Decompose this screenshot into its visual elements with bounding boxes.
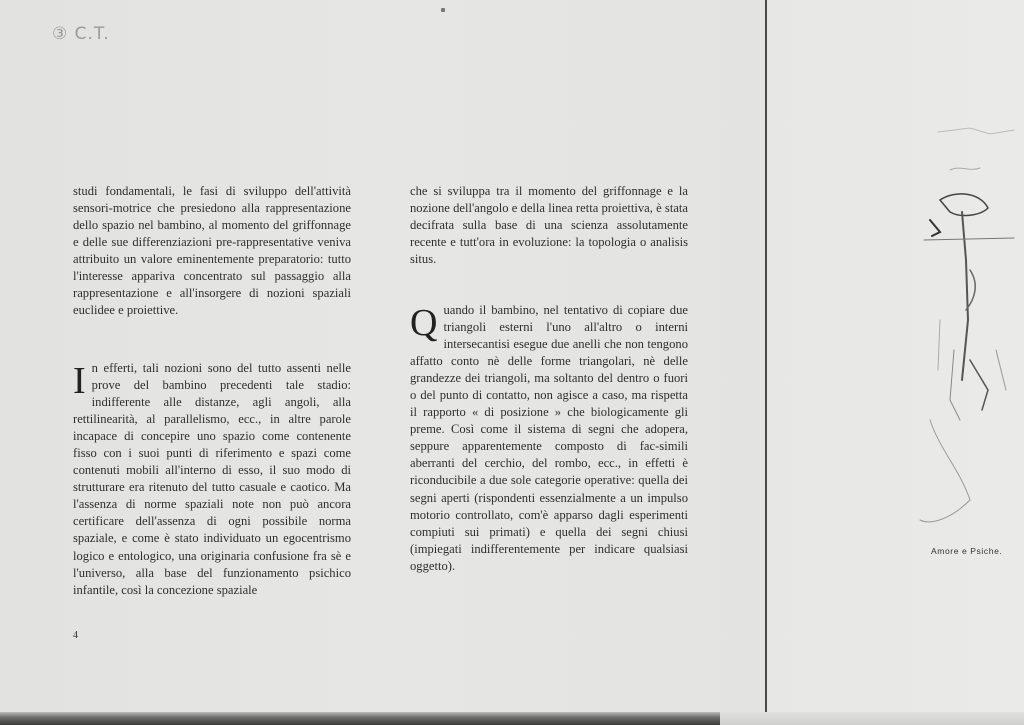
bottom-edge-right xyxy=(720,712,1024,725)
left-column-second xyxy=(73,360,351,599)
drop-cap: Q xyxy=(410,302,438,344)
left-paragraph-2 xyxy=(73,360,351,599)
figure-caption: Amore e Psiche. xyxy=(931,546,1003,556)
page-number: 4 xyxy=(73,630,78,641)
left-paragraph-2-text: n efferti, tali nozioni sono del tutto assenti nelle prove del bambino precedenti tale stadio: indifferente alle distanze, agli angoli, alla rettilinearità, al parallelismo, ecc., in altre parole incapace di concepire uno spazio come contenente fisso con i suoi punti di riferimento e spazi come contenuti mobili all'interno di esso, il suo modo di strutturare era ritenuto del tutto casuale e caotico. Ma l'assenza di norme spaziali note non può ancora certificare dell'assenza di ogni possibile norma spaziale, e come è stato individuato un egocentrismo logico e entologico, una originaria confusione fra sè e l'universo, alla base del funzionamento psichico infantile, così la concezione spaziale xyxy=(73,361,351,597)
print-mark xyxy=(441,8,445,12)
figure-sketch xyxy=(910,120,1024,530)
right-column-second xyxy=(410,302,688,575)
handwritten-annotation: ③ C.T. xyxy=(52,24,110,44)
page-fold xyxy=(765,0,767,715)
right-paragraph-2-text: uando il bambino, nel tentativo di copiare due triangoli esterni l'uno all'altro o interni intersecantisi esegue due anelli che non tengono affatto conto nè delle forme triangolari, nè delle grandezze dei triangoli, ma soltanto del dentro o fuori o del punto di contatto, non agisce a caso, ma rispetta il rapporto « di posizione » che biologicamente gli preme. Così come il sistema di segni che adopera, seppure apparentemente composto di fac-simili aberranti del cerchio, del rombo, ecc., in effetti è riconducibile a due sole categorie operative: quella dei segni aperti (rispondenti essenzialmente a un impulso motorio controllato, com'è apparso dagli esperimenti compiuti sui primati) e quella dei segni chiusi (impiegati indifferentemente per indicare qualsiasi oggetto). xyxy=(410,303,688,573)
right-column xyxy=(410,183,688,268)
right-paragraph-1: che si sviluppa tra il momento del griffonnage e la nozione dell'angolo e della linea retta proiettiva, è stata decifrata sulla base di una scienza assolutamente recente e tutt'ora in evoluzione: la topologia o analisis situs. xyxy=(410,184,688,267)
drop-cap: I xyxy=(73,360,86,402)
right-paragraph-2 xyxy=(410,302,688,575)
left-column xyxy=(73,183,351,319)
left-paragraph-1: studi fondamentali, le fasi di sviluppo dell'attività sensori-motrice che presiedono alla rappresentazione dello spazio nel bambino, al momento del griffonnage e delle sue differenziazioni pre-rappresentative veniva attribuito un valore eminentemente preparatorio: tutto l'interesse appariva concentrato sul passaggio alla rappresentazione e all'insorgere di nozioni spaziali euclidee e proiettive. xyxy=(73,184,351,318)
